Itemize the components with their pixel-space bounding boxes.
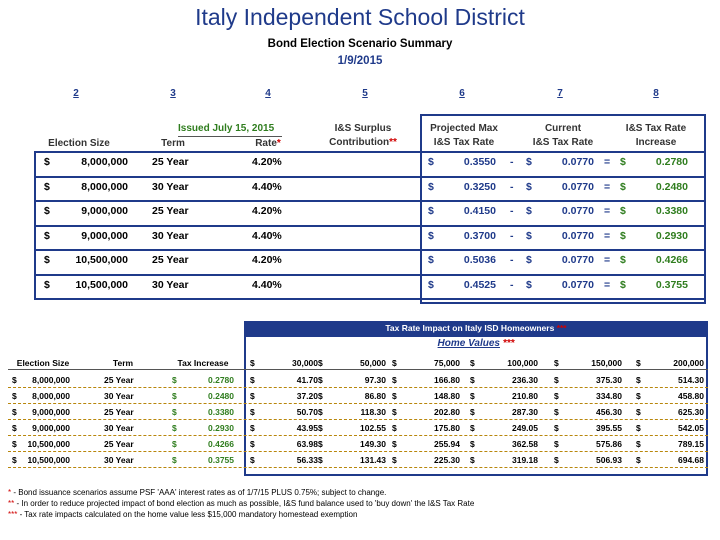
tax-impact-cell: 362.58	[512, 439, 538, 449]
header-surplus-mark: **	[389, 137, 397, 148]
home-value-header: 50,000	[360, 358, 386, 368]
dollar-sign: $	[12, 391, 17, 401]
left-border	[34, 151, 36, 298]
current-rate-cell: 0.0770	[561, 254, 594, 266]
election-size-cell: 8,000,000	[81, 156, 128, 168]
rate-increase-cell: 0.4266	[655, 254, 688, 266]
dollar-sign: $	[392, 375, 397, 385]
tax-impact-cell: 514.30	[678, 375, 704, 385]
dollar-sign: $	[12, 375, 17, 385]
tax-impact-cell: 575.86	[596, 439, 622, 449]
minus-sign: -	[510, 205, 514, 217]
row-separator	[34, 225, 706, 227]
tax-increase-cell: 0.2930	[208, 423, 234, 433]
tax-increase-cell: 0.3380	[208, 407, 234, 417]
home-value-header: 200,000	[673, 358, 704, 368]
dollar-sign: $	[172, 423, 177, 433]
election-size-cell: 9,000,000	[32, 423, 70, 433]
term-cell: 30 Year	[104, 455, 134, 465]
footnote-2-text: - In order to reduce projected impact of bond election as much as possible, I&S fund balance used to 'buy down' the I&S Tax Rate	[14, 499, 475, 508]
row-separator	[34, 274, 706, 276]
tax-impact-cell: 43.95	[296, 423, 318, 433]
dollar-sign: $	[12, 423, 17, 433]
dollar-sign: $	[172, 455, 177, 465]
dollar-sign: $	[554, 455, 559, 465]
dollar-sign: $	[392, 423, 397, 433]
tax-impact-cell: 225.30	[434, 455, 460, 465]
tax-impact-cell: 56.33	[296, 455, 318, 465]
header-increase-line2: Increase	[635, 137, 677, 148]
banner-label: Tax Rate Impact on Italy ISD Homeowners	[385, 323, 555, 333]
dollar-sign: $	[318, 391, 323, 401]
column-number: 2	[73, 88, 79, 99]
dollar-sign: $	[250, 358, 255, 368]
dollar-sign: $	[636, 439, 641, 449]
current-rate-cell: 0.0770	[561, 229, 594, 242]
issued-label: Issued July 15, 2015	[178, 123, 275, 134]
dollar-sign: $	[554, 375, 559, 385]
column-number: 4	[265, 88, 271, 99]
tax-impact-cell: 255.94	[434, 439, 460, 449]
footnote-1-text: - Bond issuance scenarios assume PSF 'AAA' interest rates as of 1/7/15 PLUS 0.75%; subject to change.	[11, 488, 387, 497]
term-cell: 25 Year	[104, 439, 134, 449]
election-size-cell: 10,500,000	[75, 278, 128, 291]
footnote-3	[8, 510, 357, 519]
dollar-sign: $	[470, 423, 475, 433]
header-projected-line2: I&S Tax Rate	[433, 137, 495, 148]
dollar-sign: $	[318, 455, 323, 465]
tax-impact-cell: 456.30	[596, 407, 622, 417]
minus-sign: -	[510, 278, 514, 291]
dollar-sign: $	[428, 254, 434, 266]
row-dashed-separator	[8, 467, 708, 468]
home-value-header: 100,000	[507, 358, 538, 368]
election-size-cell: 9,000,000	[81, 205, 128, 217]
home-value-header: 150,000	[591, 358, 622, 368]
dollar-sign: $	[250, 375, 255, 385]
equals-sign: =	[604, 254, 611, 266]
dollar-sign: $	[250, 423, 255, 433]
dollar-sign: $	[12, 439, 17, 449]
dollar-sign: $	[12, 407, 17, 417]
dollar-sign: $	[172, 391, 177, 401]
header-election-size: Election Size	[48, 138, 110, 149]
dollar-sign: $	[620, 156, 626, 168]
dollar-sign: $	[470, 439, 475, 449]
equals-sign: =	[604, 180, 611, 193]
home-values-text: Home Values	[437, 338, 500, 349]
current-rate-cell: 0.0770	[561, 180, 594, 193]
dollar-sign: $	[44, 278, 50, 291]
home-value-header: 75,000	[434, 358, 460, 368]
banner-mark: ***	[556, 323, 567, 333]
dollar-sign: $	[428, 180, 434, 193]
dollar-sign: $	[392, 439, 397, 449]
dollar-sign: $	[554, 358, 559, 368]
dollar-sign: $	[318, 423, 323, 433]
current-rate-cell: 0.0770	[561, 278, 594, 291]
row-dashed-separator	[8, 419, 708, 420]
header-rate	[238, 137, 298, 151]
footnote-1-mark: *	[8, 488, 12, 497]
minus-sign: -	[510, 156, 514, 168]
election-size-cell: 8,000,000	[81, 180, 128, 193]
rate-cell: 4.20%	[252, 205, 282, 217]
tax-increase-cell: 0.3755	[208, 455, 234, 465]
dollar-sign: $	[428, 205, 434, 217]
tax-impact-cell: 506.93	[596, 455, 622, 465]
term-cell: 30 Year	[152, 229, 189, 242]
dollar-sign: $	[12, 455, 17, 465]
projected-rate-cell: 0.4150	[463, 205, 496, 217]
term-cell: 30 Year	[152, 278, 189, 291]
term-cell: 25 Year	[104, 375, 134, 385]
dollar-sign: $	[172, 375, 177, 385]
bottom-header-election-size: Election Size	[16, 358, 70, 368]
dollar-sign: $	[44, 180, 50, 193]
dollar-sign: $	[526, 180, 532, 193]
election-size-cell: 8,000,000	[32, 375, 70, 385]
election-size-cell: 10,500,000	[27, 439, 70, 449]
footnote-2	[8, 499, 474, 508]
dollar-sign: $	[428, 278, 434, 291]
page-date: 1/9/2015	[337, 55, 383, 67]
rate-increase-cell: 0.2780	[655, 156, 688, 168]
row-dashed-separator	[8, 403, 708, 404]
dollar-sign: $	[318, 439, 323, 449]
equals-sign: =	[604, 156, 611, 168]
dollar-sign: $	[250, 455, 255, 465]
tax-impact-cell: 50.70	[296, 407, 318, 417]
dollar-sign: $	[470, 358, 475, 368]
column-number: 8	[653, 88, 659, 99]
column-number: 7	[557, 88, 563, 99]
tax-impact-cell: 37.20	[296, 391, 318, 401]
minus-sign: -	[510, 229, 514, 242]
dollar-sign: $	[470, 391, 475, 401]
dollar-sign: $	[428, 229, 434, 242]
tax-impact-cell: 375.30	[596, 375, 622, 385]
current-rate-cell: 0.0770	[561, 205, 594, 217]
current-rate-cell: 0.0770	[561, 156, 594, 168]
header-projected-line1: Projected Max	[430, 123, 498, 134]
footnote-3-text: - Tax rate impacts calculated on the home value less $15,000 mandatory homestead exemption	[17, 510, 358, 519]
tax-impact-cell: 166.80	[434, 375, 460, 385]
dollar-sign: $	[636, 391, 641, 401]
term-cell: 25 Year	[104, 407, 134, 417]
dollar-sign: $	[636, 358, 641, 368]
term-cell: 25 Year	[152, 254, 189, 266]
row-separator	[34, 176, 706, 178]
dollar-sign: $	[620, 278, 626, 291]
dollar-sign: $	[636, 375, 641, 385]
bottom-header-tax-increase: Tax Increase	[177, 358, 229, 368]
header-surplus	[318, 122, 408, 150]
dollar-sign: $	[620, 229, 626, 242]
header-current-line1: Current	[544, 123, 582, 134]
dollar-sign: $	[526, 278, 532, 291]
dollar-sign: $	[636, 423, 641, 433]
dollar-sign: $	[526, 229, 532, 242]
tax-impact-cell: 202.80	[434, 407, 460, 417]
rate-increase-cell: 0.3755	[655, 278, 688, 291]
page-subtitle: Bond Election Scenario Summary	[267, 38, 453, 50]
dollar-sign: $	[554, 423, 559, 433]
tax-impact-cell: 319.18	[512, 455, 538, 465]
election-size-cell: 10,500,000	[27, 455, 70, 465]
tax-increase-cell: 0.2780	[208, 375, 234, 385]
row-dashed-separator	[8, 435, 708, 436]
dollar-sign: $	[636, 455, 641, 465]
row-separator	[34, 298, 706, 300]
minus-sign: -	[510, 254, 514, 266]
footnote-1	[8, 488, 386, 497]
home-values-label	[244, 338, 708, 349]
election-size-cell: 10,500,000	[75, 254, 128, 266]
tax-impact-cell: 118.30	[360, 407, 386, 417]
dollar-sign: $	[250, 439, 255, 449]
dollar-sign: $	[392, 358, 397, 368]
election-size-cell: 9,000,000	[81, 229, 128, 242]
tax-impact-cell: 694.68	[678, 455, 704, 465]
projected-rate-cell: 0.3700	[463, 229, 496, 242]
rate-cell: 4.40%	[252, 229, 282, 242]
tax-impact-cell: 542.05	[678, 423, 704, 433]
tax-impact-cell: 458.80	[678, 391, 704, 401]
tax-impact-cell: 131.43	[360, 455, 386, 465]
tax-impact-cell: 625.30	[678, 407, 704, 417]
tax-impact-cell: 334.80	[596, 391, 622, 401]
tax-impact-cell: 210.80	[512, 391, 538, 401]
dollar-sign: $	[620, 180, 626, 193]
tax-impact-cell: 102.55	[360, 423, 386, 433]
dollar-sign: $	[172, 407, 177, 417]
dollar-sign: $	[636, 407, 641, 417]
bottom-header-term: Term	[112, 358, 134, 368]
row-separator	[34, 200, 706, 202]
home-values-mark: ***	[502, 338, 515, 349]
row-separator	[34, 249, 706, 251]
tax-impact-cell: 175.80	[434, 423, 460, 433]
header-increase-line1: I&S Tax Rate	[625, 123, 687, 134]
term-cell: 25 Year	[152, 156, 189, 168]
dollar-sign: $	[392, 455, 397, 465]
rate-increase-cell: 0.3380	[655, 205, 688, 217]
dollar-sign: $	[554, 391, 559, 401]
row-dashed-separator	[8, 451, 708, 452]
dollar-sign: $	[44, 254, 50, 266]
election-size-cell: 9,000,000	[32, 407, 70, 417]
projected-rate-cell: 0.5036	[463, 254, 496, 266]
tax-impact-cell: 249.05	[512, 423, 538, 433]
term-cell: 30 Year	[152, 180, 189, 193]
row-dashed-separator	[8, 387, 708, 388]
dollar-sign: $	[172, 439, 177, 449]
minus-sign: -	[510, 180, 514, 193]
tax-impact-cell: 395.55	[596, 423, 622, 433]
dollar-sign: $	[620, 205, 626, 217]
projected-rate-cell: 0.4525	[463, 278, 496, 291]
dollar-sign: $	[318, 407, 323, 417]
dollar-sign: $	[554, 439, 559, 449]
column-number: 5	[362, 88, 368, 99]
column-number: 3	[170, 88, 176, 99]
dollar-sign: $	[44, 205, 50, 217]
row-separator	[34, 151, 706, 153]
dollar-sign: $	[44, 156, 50, 168]
tax-impact-cell: 97.30	[364, 375, 386, 385]
term-cell: 30 Year	[104, 391, 134, 401]
header-current-line2: I&S Tax Rate	[532, 137, 594, 148]
tax-impact-cell: 149.30	[360, 439, 386, 449]
dollar-sign: $	[250, 407, 255, 417]
tax-impact-cell: 148.80	[434, 391, 460, 401]
page-title: Italy Independent School District	[195, 4, 525, 30]
dollar-sign: $	[250, 391, 255, 401]
tax-increase-cell: 0.2480	[208, 391, 234, 401]
dollar-sign: $	[392, 391, 397, 401]
dollar-sign: $	[392, 407, 397, 417]
equals-sign: =	[604, 229, 611, 242]
dollar-sign: $	[44, 229, 50, 242]
bottom-header-rule	[8, 369, 708, 370]
equals-sign: =	[604, 278, 611, 291]
projected-rate-cell: 0.3250	[463, 180, 496, 193]
term-cell: 30 Year	[104, 423, 134, 433]
dollar-sign: $	[470, 375, 475, 385]
dollar-sign: $	[554, 407, 559, 417]
term-cell: 25 Year	[152, 205, 189, 217]
header-surplus-line1: I&S Surplus	[334, 123, 392, 134]
header-rate-mark: *	[276, 138, 281, 149]
header-term: Term	[161, 138, 185, 149]
dollar-sign: $	[318, 358, 323, 368]
tax-impact-cell: 86.80	[364, 391, 386, 401]
footnote-2-mark: **	[8, 499, 15, 508]
dollar-sign: $	[470, 455, 475, 465]
tax-impact-cell: 41.70	[296, 375, 318, 385]
rate-cell: 4.20%	[252, 254, 282, 266]
dollar-sign: $	[620, 254, 626, 266]
rate-increase-cell: 0.2930	[655, 229, 688, 242]
tax-increase-cell: 0.4266	[208, 439, 234, 449]
rate-increase-cell: 0.2480	[655, 180, 688, 193]
projected-rate-cell: 0.3550	[463, 156, 496, 168]
tax-impact-cell: 63.98	[296, 439, 318, 449]
tax-impact-cell: 287.30	[512, 407, 538, 417]
rate-cell: 4.40%	[252, 278, 282, 291]
dollar-sign: $	[428, 156, 434, 168]
tax-impact-cell: 236.30	[512, 375, 538, 385]
rate-cell: 4.40%	[252, 180, 282, 193]
column-number: 6	[459, 88, 465, 99]
footnote-3-mark: ***	[8, 510, 18, 519]
dollar-sign: $	[526, 254, 532, 266]
tax-impact-cell: 789.15	[678, 439, 704, 449]
dollar-sign: $	[318, 375, 323, 385]
header-surplus-line2: Contribution	[329, 137, 390, 148]
tax-impact-banner-text	[244, 323, 708, 333]
dollar-sign: $	[526, 205, 532, 217]
election-size-cell: 8,000,000	[32, 391, 70, 401]
home-value-header: 30,000	[292, 358, 318, 368]
dollar-sign: $	[526, 156, 532, 168]
dollar-sign: $	[470, 407, 475, 417]
header-rate-label: Rate	[255, 138, 277, 149]
equals-sign: =	[604, 205, 611, 217]
rate-cell: 4.20%	[252, 156, 282, 168]
